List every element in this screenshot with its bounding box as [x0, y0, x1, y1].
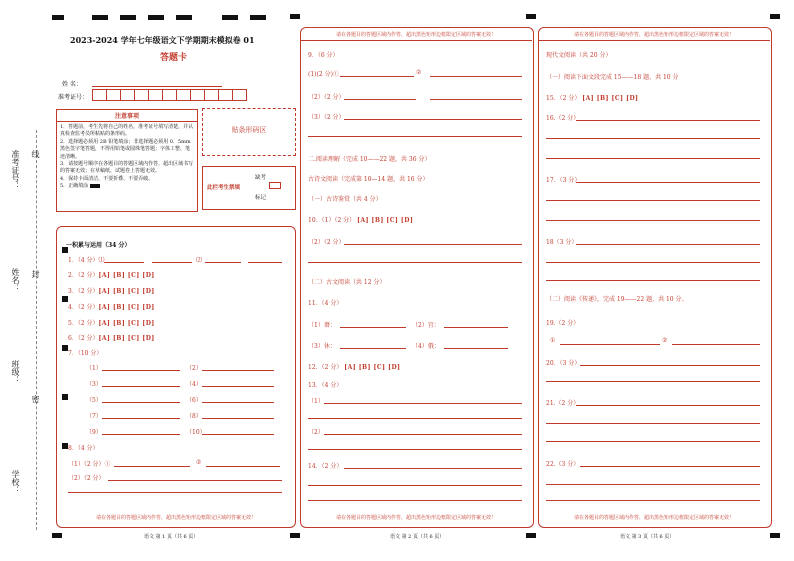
answer-card-title: 答题卡 — [160, 53, 188, 63]
answer-line[interactable] — [444, 327, 508, 328]
answer-line[interactable] — [546, 200, 760, 201]
warning-text: 请在各题目的答题区域内作答，超出黑色矩形边框限定区域的答案无效！ — [335, 32, 496, 38]
answer-line[interactable] — [68, 492, 282, 493]
answer-line[interactable] — [202, 370, 274, 371]
q7-item: （10） — [186, 429, 206, 436]
answer-line[interactable] — [248, 262, 282, 263]
notice-item: 5．正确填涂 — [60, 183, 89, 190]
seal-char: 密 — [31, 395, 40, 403]
warning-text: 请在各题目的答题区域内作答，超出黑色矩形边框限定区域的答案无效！ — [573, 515, 734, 521]
page-footer: 语文 第 3 页（共 6 页） — [620, 534, 675, 540]
answer-line[interactable] — [340, 327, 406, 328]
warning-text: 请在各题目的答题区域内作答，超出黑色矩形边框限定区域的答案无效！ — [95, 515, 256, 521]
subsection-title: 古诗文阅读（完成第 10—14 题，共 16 分） — [308, 176, 429, 183]
warning-text: 请在各题目的答题区域内作答，超出黑色矩形边框限定区域的答案无效！ — [573, 32, 734, 38]
q21-label: 21.（2 分） — [546, 400, 580, 407]
q22-label: 22.（3 分） — [546, 461, 580, 468]
answer-line[interactable] — [430, 76, 522, 77]
registration-mark — [770, 14, 780, 19]
absent-mark-label: 标记 — [255, 195, 267, 201]
q8-label: 8．（4 分） — [68, 445, 99, 452]
mc-question[interactable]: 12．（2 分） [A] [B] [C] [D] — [308, 364, 401, 371]
section-title: 现代文阅读（共 20 分） — [546, 52, 612, 59]
q11-label: 11．（4 分） — [308, 300, 343, 307]
mc-question[interactable]: 6．（2 分）[A] [B] [C] [D] — [68, 335, 155, 342]
q17-label: 17．（3 分） — [546, 177, 581, 184]
answer-line[interactable] — [102, 402, 180, 403]
page-footer: 语文 第 2 页（共 6 页） — [390, 534, 445, 540]
name-label: 姓 名： — [62, 81, 82, 88]
q1-sub-label: ⑵ — [196, 257, 203, 264]
answer-line[interactable] — [546, 158, 760, 159]
q9c-label: （3）（2 分） — [308, 114, 345, 121]
q11d-label: （4）俄： — [412, 343, 440, 350]
q19a-label: ① — [550, 337, 556, 344]
q11b-label: （2）宜： — [412, 322, 440, 329]
answer-line[interactable] — [308, 136, 522, 137]
divider — [538, 40, 770, 41]
q7-item: （4） — [186, 381, 202, 388]
notice-title: 注意事项 — [57, 110, 197, 122]
name-field[interactable] — [92, 86, 222, 87]
q14-label: 14．（2 分） — [308, 463, 343, 470]
q8a-label: （1）（2 分）① — [68, 461, 111, 468]
id-label-side: 准考证号： — [11, 150, 20, 190]
warning-text: 请在各题目的答题区域内作答，超出黑色矩形边框限定区域的答案无效！ — [335, 515, 496, 521]
q13a-label: （1） — [308, 398, 324, 405]
school-label: 学校： — [11, 470, 20, 494]
answer-line[interactable] — [340, 348, 406, 349]
answer-line[interactable] — [576, 405, 760, 406]
subsection-title: （一）阅读下面文段完成 15——18 题，共 10 分 — [546, 74, 679, 81]
q19b-label: ② — [662, 337, 668, 344]
registration-mark — [250, 15, 266, 20]
answer-line[interactable] — [324, 403, 522, 404]
registration-mark — [290, 533, 300, 538]
answer-line[interactable] — [546, 484, 760, 485]
q9a2-label: ② — [416, 69, 422, 76]
q7-item: （8） — [186, 413, 202, 420]
q7-label: 7．（10 分） — [68, 350, 103, 357]
q9-label: 9．（6 分） — [308, 52, 339, 59]
answer-panel-3 — [538, 27, 772, 528]
q9a-label: (1)(2 分)① — [308, 71, 339, 78]
q20-label: 20．（3 分） — [546, 360, 581, 367]
absent-checkbox[interactable] — [269, 182, 281, 189]
answer-line[interactable] — [576, 244, 760, 245]
registration-mark — [92, 15, 108, 20]
answer-line[interactable] — [546, 381, 760, 382]
registration-mark — [176, 15, 192, 20]
id-boxes[interactable] — [92, 89, 246, 101]
q1-label: 1．（4 分）⑴ — [68, 257, 105, 264]
answer-line[interactable] — [546, 138, 760, 139]
answer-line[interactable] — [308, 449, 522, 450]
mc-question[interactable]: 3．（2 分）[A] [B] [C] [D] — [68, 288, 155, 295]
answer-line[interactable] — [152, 262, 192, 263]
binding-line — [36, 130, 37, 530]
answer-line[interactable] — [444, 348, 508, 349]
q10b-label: （2）（2 分） — [308, 239, 345, 246]
q8b-label: （2）（2 分） — [68, 475, 105, 482]
answer-line[interactable] — [206, 466, 280, 467]
answer-line[interactable] — [344, 468, 522, 469]
answer-line[interactable] — [108, 480, 282, 481]
answer-line[interactable] — [546, 441, 760, 442]
absent-label: 缺考 — [255, 175, 267, 181]
answer-line[interactable] — [114, 466, 190, 467]
mc-question[interactable]: 5．（2 分）[A] [B] [C] [D] — [68, 320, 155, 327]
answer-line[interactable] — [344, 244, 522, 245]
q11c-label: （3）休： — [308, 343, 336, 350]
notice-item: 2．选择题必须用 2B 铅笔填涂；非选择题必须用 0．5mm 黑色签字笔答题，不得用铅笔或圆珠笔答题；字体工整、笔迹清晰。 — [60, 138, 191, 160]
q13b-label: （2） — [308, 429, 324, 436]
page-footer: 语文 第 1 页（共 6 页） — [144, 534, 199, 540]
q16-label: 16.（2 分） — [546, 115, 580, 122]
notice-box — [56, 109, 198, 212]
barcode-label: 贴条形码区 — [231, 126, 267, 134]
q7-item: （6） — [186, 397, 202, 404]
answer-line[interactable] — [340, 76, 414, 77]
subsection-title: （二）古文阅读（共 12 分） — [308, 279, 386, 286]
answer-line[interactable] — [202, 418, 274, 419]
answer-line[interactable] — [430, 99, 522, 100]
registration-mark — [770, 533, 780, 538]
answer-line[interactable] — [580, 365, 760, 366]
q7-item: （3） — [86, 381, 102, 388]
answer-line[interactable] — [202, 402, 274, 403]
q7-item: （1） — [86, 365, 102, 372]
answer-line[interactable] — [576, 182, 760, 183]
answer-line[interactable] — [344, 119, 522, 120]
registration-mark — [526, 14, 536, 19]
q7-item: （9） — [86, 429, 102, 436]
answer-line[interactable] — [546, 262, 760, 263]
q7-item: （5） — [86, 397, 102, 404]
section-title: 一积累与运用（34 分） — [66, 242, 131, 249]
q9b-label: （2）（2 分） — [308, 94, 345, 101]
notice-item: 1．答题前，考生先将自己的姓名，准考证号填写清楚，并认真检查监考员所粘贴的条形码。 — [60, 124, 194, 138]
answer-line[interactable] — [205, 262, 241, 263]
registration-mark — [52, 533, 62, 538]
notice-item: 4．保持卡面清洁，不要折叠、不要弄破。 — [60, 175, 154, 182]
seal-char: 线 — [31, 150, 40, 158]
id-label: 准考证号： — [58, 94, 89, 101]
q11a-label: （1）谮： — [308, 322, 336, 329]
q7-item: （2） — [186, 365, 202, 372]
divider — [300, 40, 532, 41]
registration-mark — [148, 15, 164, 20]
registration-mark — [52, 15, 64, 20]
answer-line[interactable] — [102, 370, 180, 371]
answer-line[interactable] — [104, 262, 144, 263]
registration-mark — [526, 533, 536, 538]
registration-mark — [120, 15, 136, 20]
answer-line[interactable] — [308, 418, 522, 419]
answer-line[interactable] — [672, 344, 760, 345]
answer-line[interactable] — [202, 386, 274, 387]
q19-label: 19.（2 分） — [546, 320, 580, 327]
answer-line[interactable] — [546, 220, 760, 221]
absent-note: 此栏考生禁填 — [207, 185, 241, 191]
q7-item: （7） — [86, 413, 102, 420]
page-title: 2023-2024 学年七年级语文下学期期末模拟卷 01 — [70, 35, 255, 45]
section-title: 二.阅读理解（完成 10——22 题，共 36 分） — [308, 156, 431, 163]
answer-line[interactable] — [546, 500, 760, 501]
answer-line[interactable] — [546, 423, 760, 424]
absent-box — [202, 166, 296, 210]
answer-line[interactable] — [102, 418, 180, 419]
subsection-title: （二）阅读《传递》，完成 19——22 题，共 10 分。 — [546, 296, 688, 303]
answer-line[interactable] — [102, 386, 180, 387]
answer-line[interactable] — [324, 434, 522, 435]
answer-line[interactable] — [308, 262, 522, 263]
answer-line[interactable] — [576, 120, 760, 121]
q8a2-label: ② — [196, 459, 202, 466]
answer-line[interactable] — [580, 466, 760, 467]
class-label: 班级： — [11, 360, 20, 384]
registration-mark — [290, 14, 300, 19]
name-label-side: 姓名： — [11, 268, 20, 292]
notice-item: 3．请按题号顺序在各题目的答题区域内作答，超出区域书写的答案无效；在草稿纸、试题卷上答题无效。 — [60, 161, 194, 175]
mc-question[interactable]: 10．（1）（2 分） [A] [B] [C] [D] — [308, 217, 414, 224]
seal-char: 封 — [31, 270, 40, 278]
filled-mark-example — [90, 184, 100, 188]
mc-question[interactable]: 4．（2 分）[A] [B] [C] [D] — [68, 304, 155, 311]
answer-line[interactable] — [546, 280, 760, 281]
mc-question[interactable]: 2．（2 分）[A] [B] [C] [D] — [68, 272, 155, 279]
answer-line[interactable] — [202, 434, 274, 435]
subsection-title: （一）古诗鉴赏（共 4 分） — [308, 196, 382, 203]
answer-line[interactable] — [308, 500, 522, 501]
answer-line[interactable] — [344, 99, 416, 100]
answer-line[interactable] — [102, 434, 180, 435]
registration-mark — [222, 15, 238, 20]
barcode-area — [202, 108, 296, 156]
q18-label: 18（3 分） — [546, 239, 578, 246]
mc-question[interactable]: 15．（2 分） [A] [B] [C] [D] — [546, 95, 639, 102]
answer-line[interactable] — [560, 344, 660, 345]
q13-label: 13．（4 分） — [308, 382, 343, 389]
answer-line[interactable] — [308, 485, 522, 486]
